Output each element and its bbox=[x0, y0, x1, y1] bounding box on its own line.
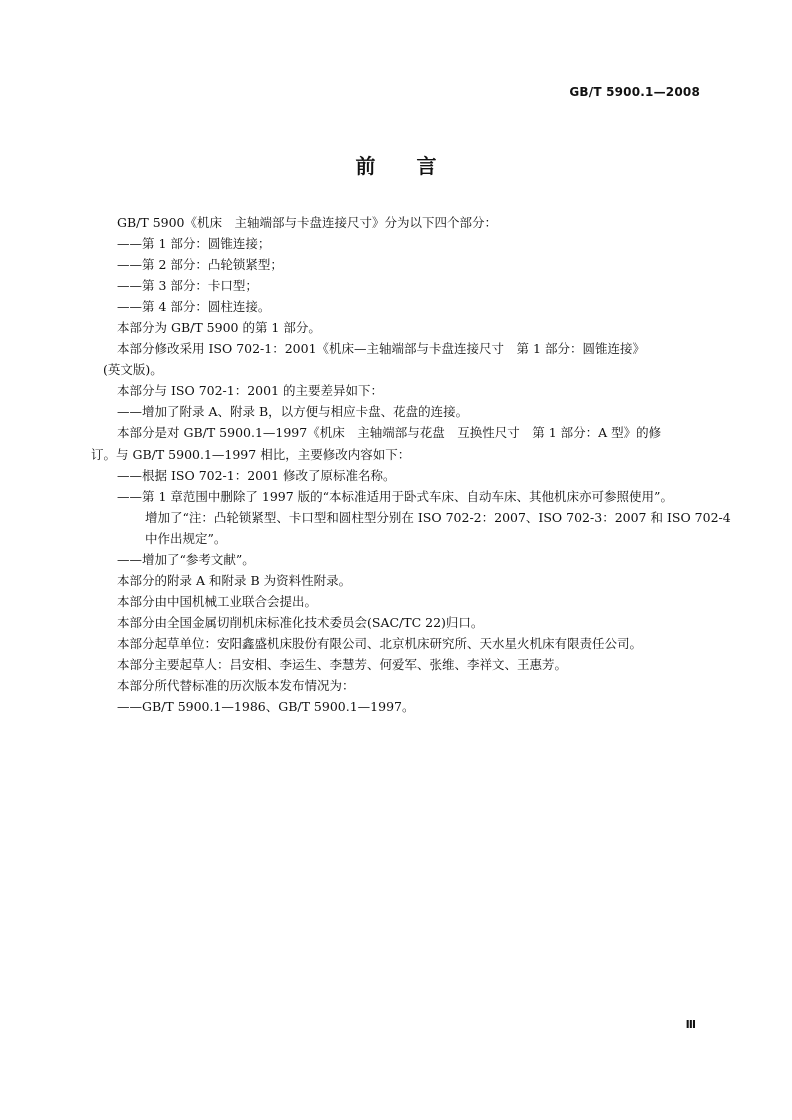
paragraph-line: (英文版)。 bbox=[103, 362, 163, 378]
paragraph: GB/T 5900《机床 主轴端部与卡盘连接尺寸》分为以下四个部分： bbox=[117, 215, 498, 230]
list-item: ——GB/T 5900.1—1986、GB/T 5900.1—1997。 bbox=[117, 699, 415, 715]
paragraph: 本部分主要起草人：吕安相、李运生、李慧芳、何爱军、张维、李祥文、王惠芳。 bbox=[117, 656, 568, 672]
paragraph-line: 本部分修改采用 ISO 702-1：2001《机床—主轴端部与卡盘连接尺寸 第 1 部分：圆锥连接》 bbox=[117, 341, 645, 357]
list-item: ——第 2 部分：凸轮锁紧型； bbox=[117, 257, 283, 273]
paragraph bbox=[103, 338, 703, 380]
standard-code: GB/T 5900.1—2008 bbox=[569, 85, 700, 99]
page-title: 前 言 bbox=[355, 154, 437, 178]
paragraph: 本部分由全国金属切削机床标准化技术委员会(SAC/TC 22)归口。 bbox=[117, 614, 484, 630]
list-item: ——增加了附录 A、附录 B，以方便与相应卡盘、花盘的连接。 bbox=[117, 404, 469, 420]
list-item bbox=[117, 486, 731, 549]
foreword-body bbox=[91, 212, 731, 717]
list-item: ——第 4 部分：圆柱连接。 bbox=[117, 299, 271, 315]
paragraph: 本部分与 ISO 702-1：2001 的主要差异如下： bbox=[117, 383, 384, 399]
paragraph-line: 订。与 GB/T 5900.1—1997 相比，主要修改内容如下： bbox=[91, 446, 411, 462]
paragraph: 本部分为 GB/T 5900 的第 1 部分。 bbox=[117, 320, 321, 336]
paragraph bbox=[91, 422, 703, 464]
paragraph-line: 中作出规定”。 bbox=[145, 530, 227, 546]
page-number: Ⅲ bbox=[685, 1018, 696, 1031]
paragraph: 本部分由中国机械工业联合会提出。 bbox=[117, 593, 318, 609]
paragraph: 本部分的附录 A 和附录 B 为资料性附录。 bbox=[117, 572, 352, 588]
paragraph-line: ——第 1 章范围中删除了 1997 版的“本标准适用于卧式车床、自动车床、其他机床亦可参照使用”。 bbox=[117, 488, 673, 504]
paragraph: 本部分所代替标准的历次版本发布情况为： bbox=[117, 678, 355, 694]
paragraph: 本部分起草单位：安阳鑫盛机床股份有限公司、北京机床研究所、天水星火机床有限责任公司。 bbox=[117, 635, 643, 651]
paragraph-line: 本部分是对 GB/T 5900.1—1997《机床 主轴端部与花盘 互换性尺寸 第 1 部分：A 型》的修 bbox=[117, 425, 662, 441]
list-item: ——第 1 部分：圆锥连接； bbox=[117, 236, 271, 252]
paragraph-line: 增加了“注：凸轮锁紧型、卡口型和圆柱型分别在 ISO 702-2：2007、ISO 702-3：2007 和 ISO 702-4 bbox=[145, 509, 731, 525]
list-item: ——第 3 部分：卡口型； bbox=[117, 278, 258, 294]
list-item: ——增加了“参考文献”。 bbox=[117, 551, 255, 567]
list-item: ——根据 ISO 702-1：2001 修改了原标准名称。 bbox=[117, 467, 396, 483]
